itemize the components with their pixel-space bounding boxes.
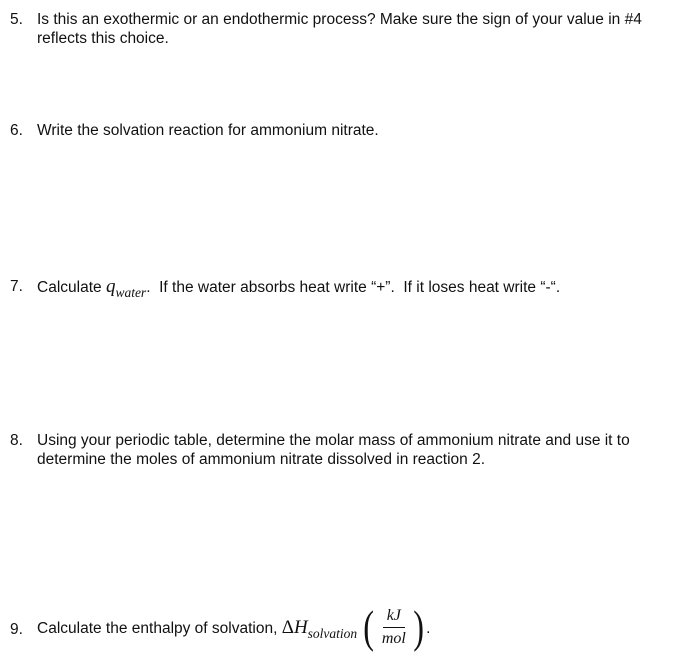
question-text xyxy=(37,601,684,652)
math-period: . xyxy=(146,279,151,296)
fraction xyxy=(378,606,410,649)
units-fraction xyxy=(361,601,426,652)
right-parenthesis: ) xyxy=(413,601,424,652)
question-number: 6. xyxy=(10,122,23,139)
delta-symbol: Δ xyxy=(281,617,294,639)
question-text: Using your periodic table, determine the molar mass of ammonium nitrate and use it to determine the moles of ammonium nitrate dissolved in reaction 2. xyxy=(37,432,630,468)
question-5 xyxy=(10,10,684,48)
question-9 xyxy=(10,601,684,652)
question-prefix: Calculate the enthalpy of solvation, xyxy=(37,620,282,638)
question-number: 8. xyxy=(10,432,23,449)
left-parenthesis: ( xyxy=(363,601,375,652)
question-7 xyxy=(10,276,684,300)
question-suffix: If the water absorbs heat write “+”. If it loses heat write “-“. xyxy=(150,279,561,296)
enthalpy-subscript: solvation xyxy=(307,626,358,642)
q-water-subscript: water xyxy=(115,285,147,300)
question-number: 7. xyxy=(10,278,23,295)
question-text: Is this an exothermic or an endothermic process? Make sure the sign of your value in #4 reflects this choice. xyxy=(37,11,642,47)
question-text xyxy=(37,276,684,300)
q-water-variable: q xyxy=(105,276,116,297)
question-6 xyxy=(10,121,684,140)
fraction-denominator: mol xyxy=(381,629,406,647)
question-8 xyxy=(10,431,684,469)
question-number: 5. xyxy=(10,11,23,28)
math-period: . xyxy=(426,620,431,638)
question-number: 9. xyxy=(10,620,23,638)
question-text: Write the solvation reaction for ammonium nitrate. xyxy=(37,122,379,139)
question-prefix: Calculate xyxy=(37,279,106,296)
fraction-numerator: kJ xyxy=(383,606,405,628)
enthalpy-variable: H xyxy=(293,617,308,639)
